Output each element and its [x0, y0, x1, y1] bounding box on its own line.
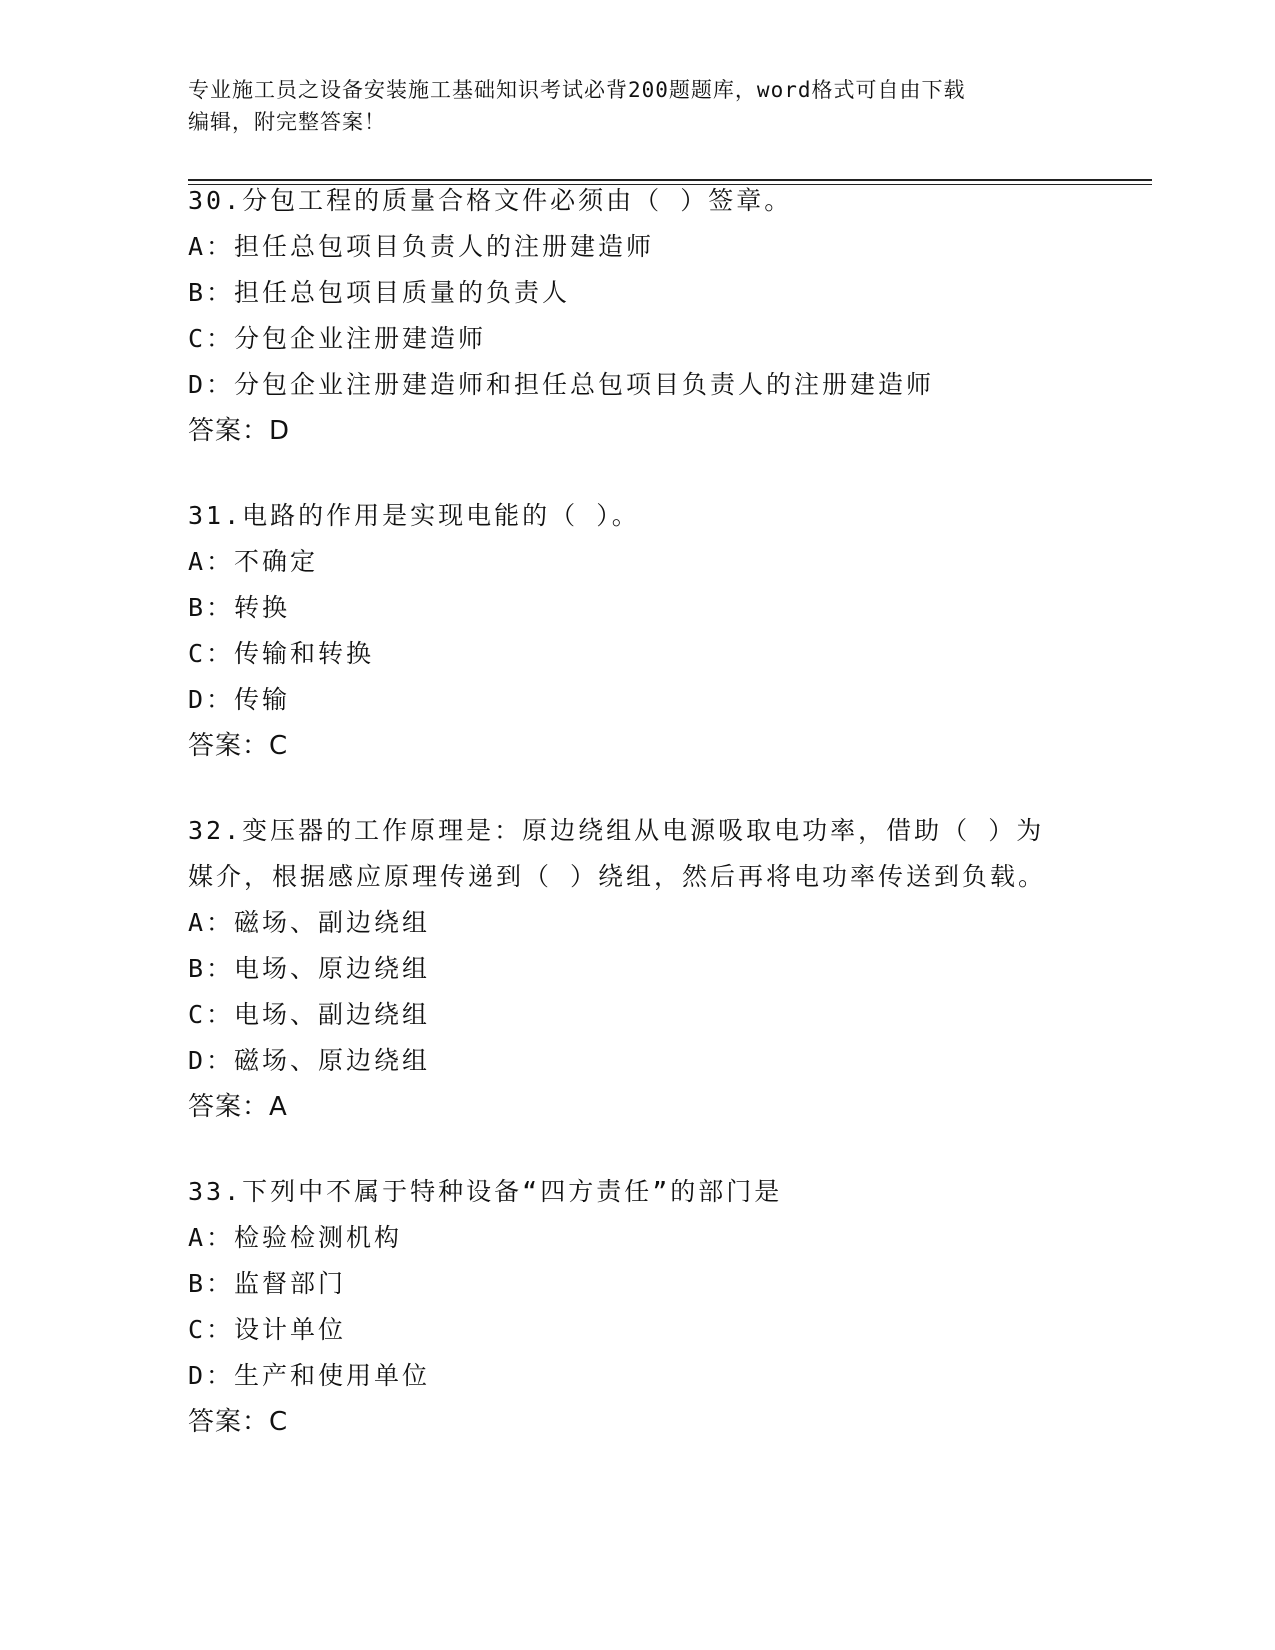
question-stem-line-2: 媒介，根据感应原理传递到（ ）绕组，然后再将电功率传送到负载。	[188, 862, 1047, 891]
option-c: C：电场、副边绕组	[188, 1000, 431, 1029]
question-31	[188, 493, 1088, 769]
question-32	[188, 808, 1088, 1130]
option-a: A：磁场、副边绕组	[188, 908, 431, 937]
question-stem: 31.电路的作用是实现电能的（ ）。	[188, 501, 640, 530]
option-b: B：担任总包项目质量的负责人	[188, 278, 571, 307]
header-line-1: 专业施工员之设备安装施工基础知识考试必背200题题库，word格式可自由下载	[188, 78, 966, 102]
option-b: B：电场、原边绕组	[188, 954, 431, 983]
option-d: D：生产和使用单位	[188, 1361, 431, 1390]
document-header	[188, 74, 1068, 138]
option-d: D：传输	[188, 685, 291, 714]
question-33	[188, 1169, 1088, 1445]
question-stem: 33.下列中不属于特种设备“四方责任”的部门是	[188, 1177, 783, 1206]
option-c: C：传输和转换	[188, 639, 375, 668]
answer: 答案：C	[188, 731, 289, 761]
option-c: C：设计单位	[188, 1315, 347, 1344]
option-d: D：磁场、原边绕组	[188, 1046, 431, 1075]
question-stem: 30.分包工程的质量合格文件必须由（ ）签章。	[188, 186, 793, 215]
option-d: D：分包企业注册建造师和担任总包项目负责人的注册建造师	[188, 370, 935, 399]
answer: 答案：D	[188, 416, 291, 446]
answer: 答案：C	[188, 1407, 289, 1437]
question-30	[188, 178, 1088, 454]
option-b: B：转换	[188, 593, 291, 622]
option-a: A：不确定	[188, 547, 319, 576]
answer: 答案：A	[188, 1092, 288, 1122]
header-line-2: 编辑，附完整答案！	[188, 110, 386, 134]
option-a: A：担任总包项目负责人的注册建造师	[188, 232, 655, 261]
option-b: B：监督部门	[188, 1269, 347, 1298]
option-c: C：分包企业注册建造师	[188, 324, 487, 353]
question-stem-line-1: 32.变压器的工作原理是：原边绕组从电源吸取电功率，借助（ ）为	[188, 816, 1045, 845]
option-a: A：检验检测机构	[188, 1223, 403, 1252]
